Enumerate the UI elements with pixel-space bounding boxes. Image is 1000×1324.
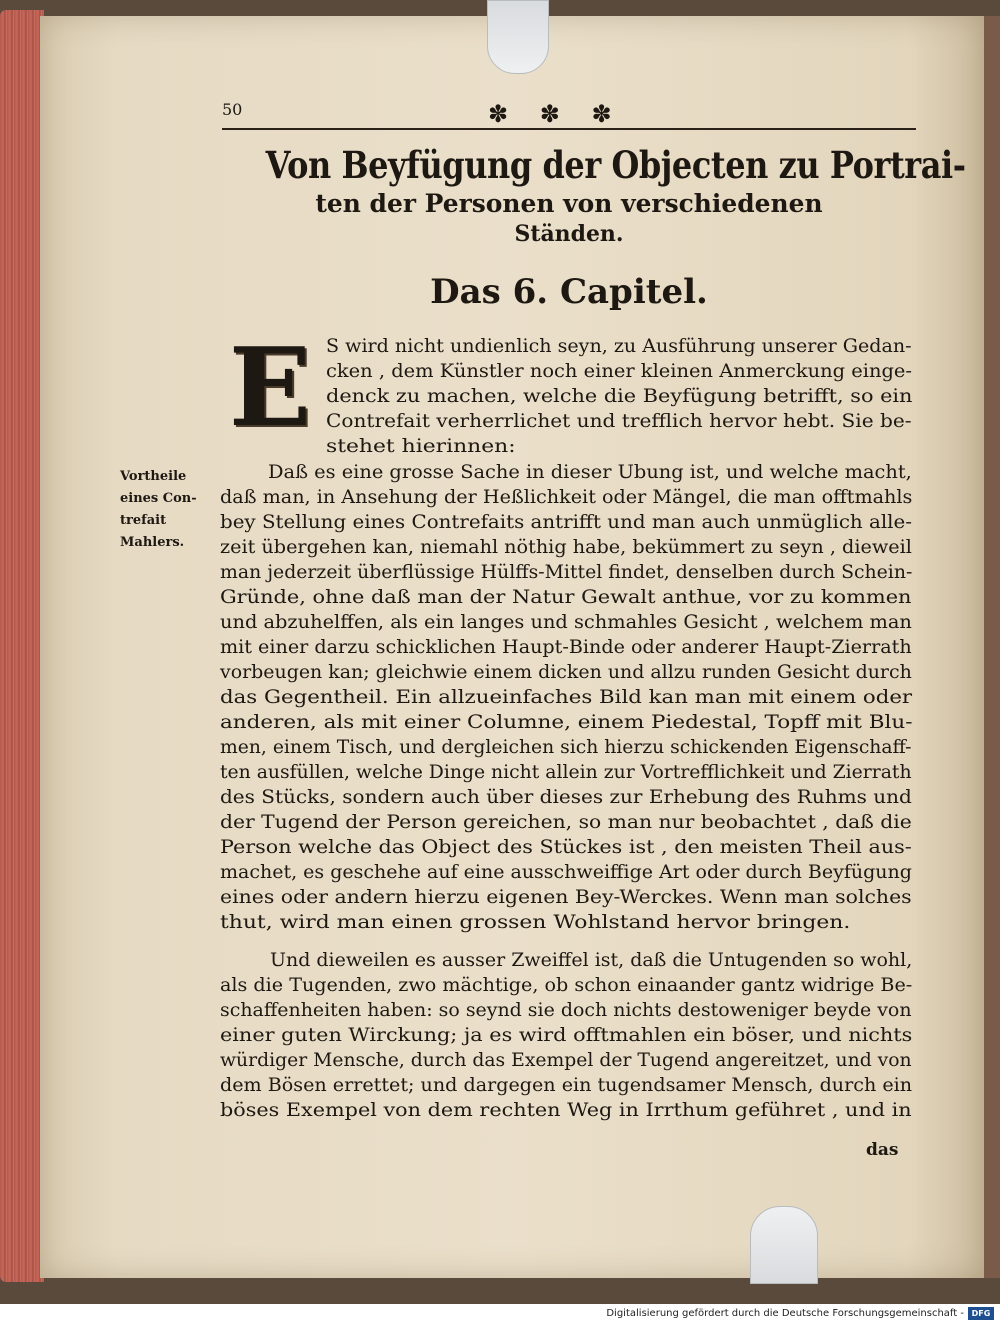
text-line: das Gegentheil. Ein allzueinfaches Bild kan man mit einem oder (220, 686, 913, 708)
text-line: als die Tugenden, zwo mächtige, ob schon einaander gantz widrige Be- (220, 974, 913, 996)
text-line: Gründe, ohne daß man der Natur Gewalt anthue, vor zu kommen (220, 586, 912, 608)
text-line: S wird nicht undienlich seyn, zu Ausführung unserer Gedan- (326, 335, 912, 357)
text-line: und abzuhelffen, als ein langes und schmahles Gesicht , welchem man (220, 611, 912, 633)
book-right-edge (984, 16, 1000, 1278)
title-line: ten der Personen von verschiedenen (315, 189, 823, 218)
text-line: Contrefait verherrlichet und trefflich hervor hebt. Sie be- (326, 410, 912, 432)
title-line: Ständen. (514, 221, 624, 247)
catchword: das (866, 1140, 899, 1160)
text-line: stehet hierinnen: (326, 435, 516, 457)
text-line: des Stücks, sondern auch über dieses zur Erhebung des Ruhms und (220, 786, 912, 808)
page-edges (0, 10, 44, 1282)
dfg-logo: DFG (968, 1307, 994, 1320)
title-line: Von Beyfügung der Objecten zu Portrai- (265, 143, 966, 187)
text-line: machet, es geschehe auf eine ausschweiffige Art oder durch Beyfügung (220, 861, 912, 883)
chapter-heading: Das 6. Capitel. (430, 272, 708, 312)
text-line: schaffenheiten haben: so seynd sie doch nichts destoweniger beyde von (220, 999, 912, 1021)
text-line: Person welche das Object des Stückes ist , den meisten Theil aus- (220, 836, 912, 858)
chapter-title (218, 142, 966, 248)
text-line: thut, wird man einen grossen Wohlstand hervor bringen. (220, 911, 851, 933)
page-clip-top (487, 0, 549, 74)
text-line: denck zu machen, welche die Beyfügung betrifft, so ein (326, 385, 913, 407)
text-line: einer guten Wirckung; ja es wird offtmahlen ein böser, und nichts (220, 1024, 913, 1046)
margin-note (120, 466, 216, 554)
text-line: bey Stellung eines Contrefaits antrifft und man auch unmüglich alle- (220, 511, 912, 533)
footer-credit: Digitalisierung gefördert durch die Deutsche Forschungsgemeinschaft - (606, 1308, 964, 1319)
text-line: Und dieweilen es ausser Zweiffel ist, daß die Untugenden so wohl, (270, 949, 913, 971)
margin-note-line: Vortheile (120, 469, 187, 484)
text-line: dem Bösen errettet; und dargegen ein tugendsamer Mensch, durch ein (220, 1074, 913, 1096)
text-line: anderen, als mit einer Columne, einem Piedestal, Topff mit Blu- (220, 711, 913, 733)
header-ornaments: ✽ ✽ ✽ (488, 100, 624, 128)
text-line: cken , dem Künstler noch einer kleinen Anmerckung einge- (326, 360, 912, 382)
page-number: 50 (222, 100, 243, 119)
margin-note-line: trefait (120, 513, 167, 528)
margin-note-line: Mahlers. (120, 535, 185, 550)
text-line: eines oder andern hierzu eigenen Bey-Werckes. Wenn man solches (220, 886, 912, 908)
margin-note-line: eines Con- (120, 491, 197, 506)
text-line: mit einer darzu schicklichen Haupt-Binde oder anderer Haupt-Zierrath (220, 636, 912, 658)
text-line: Daß es eine grosse Sache in dieser Ubung ist, und welche macht, (268, 461, 912, 483)
page-clip-bottom (750, 1206, 818, 1284)
drop-cap-initial: E (228, 325, 312, 451)
text-line: men, einem Tisch, und dergleichen sich hierzu schickenden Eigenschaff- (220, 736, 912, 758)
text-line: böses Exempel von dem rechten Weg in Irrthum geführet , und in (220, 1099, 912, 1121)
header-rule (222, 128, 916, 130)
text-line: zeit übergehen kan, niemahl nöthig habe, bekümmert zu seyn , dieweil (220, 536, 912, 558)
text-line: vorbeugen kan; gleichwie einem dicken und allzu runden Gesicht durch (220, 661, 912, 683)
text-line: der Tugend der Person gereichen, so man nur beobachtet , daß die (220, 811, 912, 833)
text-line: würdiger Mensche, durch das Exempel der Tugend angereitzet, und von (220, 1049, 912, 1071)
text-line: ten ausfüllen, welche Dinge nicht allein zur Vortrefflichkeit und Zierrath (220, 761, 912, 783)
text-line: man jederzeit überflüssige Hülffs-Mittel findet, denselben durch Schein- (220, 561, 913, 583)
text-line: daß man, in Ansehung der Heßlichkeit oder Mängel, die man offtmahls (220, 486, 913, 508)
